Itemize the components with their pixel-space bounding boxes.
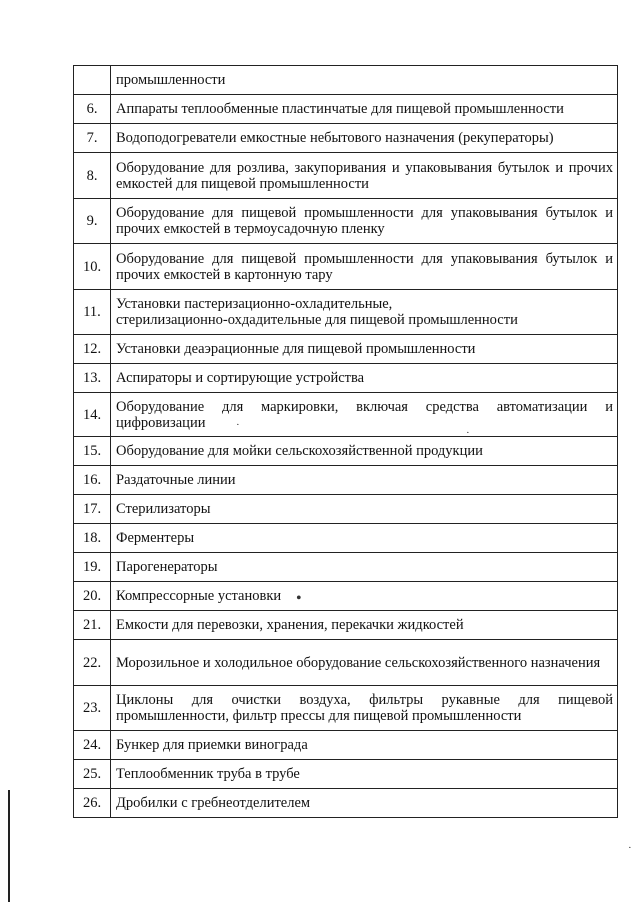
row-number: 16. (74, 466, 111, 495)
row-number: 6. (74, 95, 111, 124)
row-text: Емкости для перевозки, хранения, перекачки жидкостей (111, 611, 618, 640)
scan-edge-line (8, 790, 10, 902)
scan-speck: · (466, 427, 470, 439)
row-text: Бункер для приемки винограда (111, 731, 618, 760)
row-number: 23. (74, 686, 111, 731)
row-text: Аспираторы и сортирующие устройства (111, 364, 618, 393)
row-number: 19. (74, 553, 111, 582)
row-text: Циклоны для очистки воздуха, фильтры рукавные для пищевой промышленности, фильтр прессы для пищевой промышленности (111, 686, 618, 731)
row-text-line: стерилизационно-охдадительные для пищевой промышленности (116, 312, 518, 328)
row-number: 20. (74, 582, 111, 611)
row-number: 17. (74, 495, 111, 524)
row-number: 18. (74, 524, 111, 553)
row-text-cell (111, 290, 618, 335)
row-text: Компрессорные установки (111, 582, 618, 611)
row-text: Установки деаэрационные для пищевой промышленности (111, 335, 618, 364)
row-number: 11. (74, 290, 111, 335)
table-row (74, 760, 618, 789)
row-number: 26. (74, 789, 111, 818)
row-number: 12. (74, 335, 111, 364)
row-number (74, 66, 111, 95)
row-number: 15. (74, 437, 111, 466)
table-row (74, 393, 618, 437)
table-row (74, 640, 618, 686)
row-number: 24. (74, 731, 111, 760)
row-text: Аппараты теплообменные пластинчатые для пищевой промышленности (111, 95, 618, 124)
row-text: Ферментеры (111, 524, 618, 553)
row-text: Водоподогреватели емкостные небытового назначения (рекуператоры) (111, 124, 618, 153)
table-row (74, 437, 618, 466)
table-row (74, 244, 618, 290)
table-row (74, 731, 618, 760)
table-row (74, 686, 618, 731)
row-text: Парогенераторы (111, 553, 618, 582)
table-row (74, 466, 618, 495)
table-row (74, 789, 618, 818)
row-text: Оборудование для пищевой промышленности для упаковывания бутылок и прочих емкостей в картонную тару (111, 244, 618, 290)
row-number: 14. (74, 393, 111, 437)
row-text: Дробилки с гребнеотделителем (111, 789, 618, 818)
table-row (74, 95, 618, 124)
row-text: Оборудование для розлива, закупоривания и упаковывания бутылок и прочих емкостей для пищевой промышленности (111, 153, 618, 199)
table-row (74, 124, 618, 153)
table-row (74, 582, 618, 611)
table-row (74, 153, 618, 199)
row-number: 8. (74, 153, 111, 199)
table-row (74, 611, 618, 640)
row-number: 9. (74, 199, 111, 244)
row-text: Морозильное и холодильное оборудование сельскохозяйственного назначения (111, 640, 618, 686)
table-row (74, 335, 618, 364)
table-row (74, 495, 618, 524)
row-text: промышленности (111, 66, 618, 95)
scan-speck: · (628, 842, 632, 854)
row-text: Теплообменник труба в трубе (111, 760, 618, 789)
row-text-line: Установки пастеризационно-охладительные, (116, 296, 393, 312)
table-row (74, 66, 618, 95)
row-number: 10. (74, 244, 111, 290)
scan-speck: · (236, 419, 240, 431)
row-number: 22. (74, 640, 111, 686)
row-text: Оборудование для мойки сельскохозяйственной продукции (111, 437, 618, 466)
row-number: 21. (74, 611, 111, 640)
row-text: Оборудование для маркировки, включая средства автоматизации и цифровизации (111, 393, 618, 437)
row-text: Раздаточные линии (111, 466, 618, 495)
table-row (74, 524, 618, 553)
table-row (74, 553, 618, 582)
row-text: Оборудование для пищевой промышленности для упаковывания бутылок и прочих емкостей в термоусадочную пленку (111, 199, 618, 244)
row-number: 7. (74, 124, 111, 153)
table-row (74, 199, 618, 244)
row-text: Стерилизаторы (111, 495, 618, 524)
row-number: 25. (74, 760, 111, 789)
equipment-list-table (73, 65, 618, 818)
table-row (74, 290, 618, 335)
scan-speck: • (296, 590, 302, 607)
row-number: 13. (74, 364, 111, 393)
table-row (74, 364, 618, 393)
